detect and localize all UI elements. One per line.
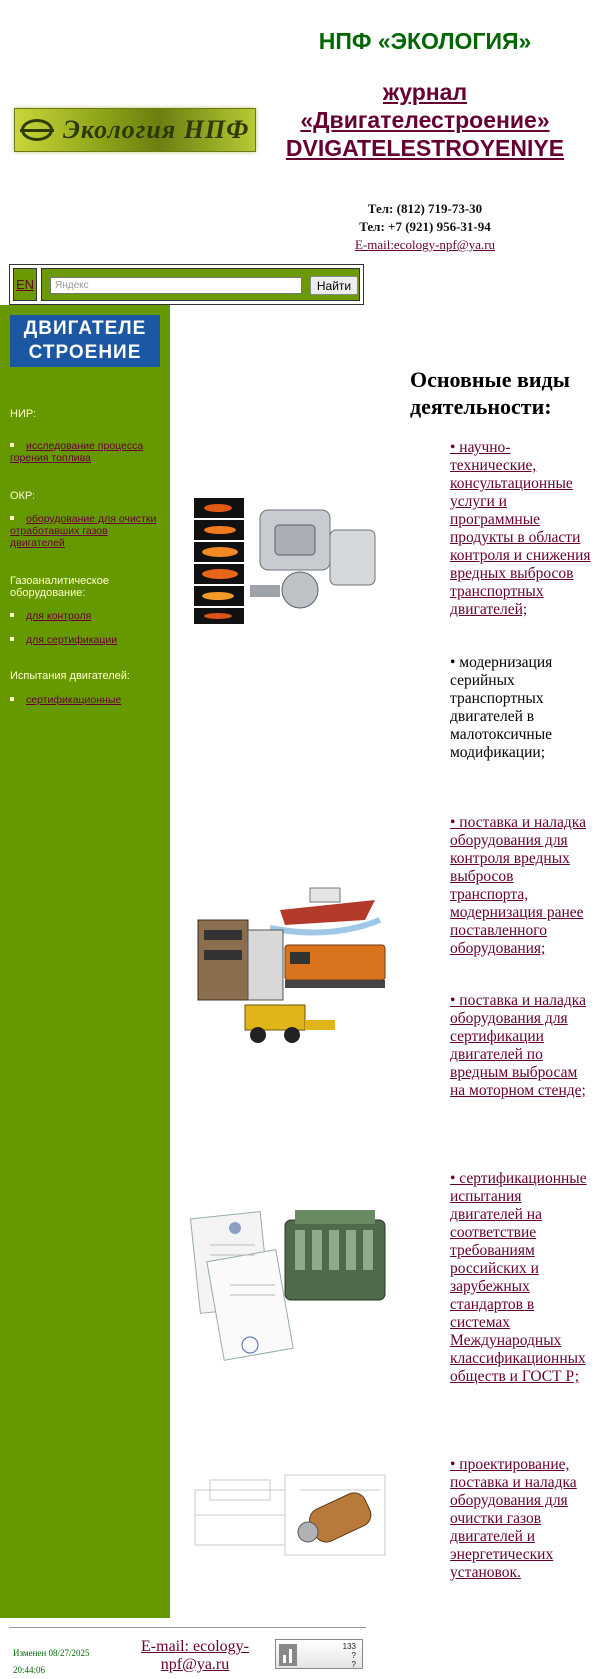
- bullet-icon: [10, 516, 14, 520]
- activity-link[interactable]: • проектирование, поставка и наладка оборудования для очистки газов двигателей и энергетических установок.: [450, 1456, 577, 1581]
- dvig-logo-line-1: ДВИГАТЕЛЕ: [23, 318, 147, 339]
- bullet-icon: [10, 613, 14, 617]
- language-switch: [13, 268, 37, 301]
- bullet-icon: [10, 443, 14, 447]
- ship-engine: [285, 1210, 385, 1300]
- sidebar-item-certification[interactable]: [10, 634, 160, 646]
- dvig-logo-line-2: СТРОЕНИЕ: [28, 342, 142, 363]
- sidebar-heading-gas-analysis: Газоаналитическое оборудование:: [10, 575, 109, 599]
- bullet-icon: [10, 697, 14, 701]
- contacts: [270, 200, 580, 254]
- ship: [270, 888, 380, 933]
- search-input[interactable]: [50, 277, 302, 294]
- modified-time: 20:44:06: [13, 1665, 46, 1675]
- locomotive: [285, 945, 385, 988]
- carburetor: [250, 510, 375, 608]
- footer-divider: [9, 1627, 366, 1628]
- counter-chart-icon: [279, 1644, 297, 1666]
- activity-link[interactable]: • поставка и наладка оборудования для контроля вредных выбросов транспорта, модернизация ранее поставленного оборудования;: [450, 814, 586, 957]
- sidebar-item-control[interactable]: [10, 610, 160, 622]
- ecology-logo: [14, 108, 256, 152]
- logo-eye-icon: [21, 119, 53, 141]
- activity-item-1[interactable]: [450, 439, 595, 619]
- analyzer-rack: [198, 920, 283, 1000]
- flame-frames: [194, 498, 244, 624]
- activity-item-2: • модернизация серийных транспортных двигателей в малотоксичные модификации;: [450, 654, 553, 761]
- activity-link[interactable]: • поставка и наладка оборудования для сертификации двигателей по вредным выбросам на моторном стенде;: [450, 992, 586, 1099]
- sidebar-heading-tests: Испытания двигателей:: [10, 670, 130, 682]
- phone-1: Тел: (812) 719-73-30: [367, 201, 483, 216]
- catalytic-converter: [298, 1489, 375, 1546]
- search-button[interactable]: Найти: [310, 276, 358, 295]
- sidebar-link[interactable]: сертификационные: [26, 694, 122, 706]
- certificates-engine-image: [190, 1200, 390, 1365]
- counter-value-2: ?: [351, 1651, 356, 1660]
- yandex-search: [41, 268, 360, 301]
- header-email-link[interactable]: E-mail:ecology-npf@ya.ru: [354, 237, 496, 252]
- journal-title[interactable]: [270, 78, 580, 162]
- sidebar: [0, 305, 170, 1618]
- company-title: НПФ «ЭКОЛОГИЯ»: [318, 28, 532, 54]
- sidebar-link[interactable]: для контроля: [26, 610, 92, 622]
- sidebar-heading-okr: ОКР:: [10, 490, 36, 502]
- sidebar-item-gas-cleaning[interactable]: [10, 513, 160, 549]
- activity-link[interactable]: • сертификационные испытания двигателей на соответствие требованиям российских и зарубежных стандартов в системах Международных классификационных обществ и ГОСТ Р;: [450, 1170, 587, 1385]
- activity-item-6[interactable]: [450, 1456, 595, 1582]
- sidebar-item-combustion[interactable]: [10, 440, 160, 464]
- sidebar-link[interactable]: исследование процесса горения топлива: [10, 440, 144, 464]
- journal-link-line-3[interactable]: DVIGATELESTROYENIYE: [285, 135, 565, 161]
- gas-cleaning-drawing-image: [190, 1470, 390, 1565]
- main-heading: Основные виды деятельности:: [410, 367, 570, 419]
- logo-text: Экология НПФ: [63, 115, 250, 144]
- last-modified: [13, 1645, 123, 1679]
- visit-counter[interactable]: [275, 1639, 363, 1669]
- activity-link[interactable]: • научно-технические, консультационные услуги и программные продукты в области контроля и снижения вредных выбросов транспортных двигателей;: [450, 439, 591, 618]
- footer-email-link[interactable]: E-mail: ecology-npf@ya.ru: [141, 1638, 249, 1673]
- transport-equipment-image: [190, 880, 390, 1045]
- journal-link-line-1[interactable]: журнал: [382, 79, 468, 105]
- modified-date: Изменен 08/27/2025: [13, 1648, 90, 1658]
- english-link[interactable]: EN: [15, 277, 35, 292]
- sidebar-heading-nir: НИР:: [10, 408, 37, 420]
- activity-item-4[interactable]: [450, 992, 595, 1100]
- sidebar-item-cert-tests[interactable]: [10, 694, 160, 706]
- loader: [245, 1005, 335, 1043]
- journal-link-line-2[interactable]: «Двигателестроение»: [300, 107, 550, 133]
- combustion-carburetor-image: [190, 490, 390, 625]
- phone-2: Тел: +7 (921) 956-31-94: [359, 219, 491, 234]
- bullet-icon: [10, 637, 14, 641]
- dvigatelestroenie-logo[interactable]: [10, 315, 160, 367]
- sidebar-link[interactable]: оборудование для очистки отработавших газов двигателей: [10, 513, 157, 549]
- certificates: [190, 1212, 293, 1361]
- footer-email[interactable]: [135, 1638, 255, 1674]
- activity-item-3[interactable]: [450, 814, 595, 958]
- activity-item-5[interactable]: [450, 1170, 595, 1386]
- counter-value-3: ?: [351, 1660, 356, 1669]
- search-bar: [9, 264, 364, 305]
- counter-value-1: 133: [342, 1642, 356, 1651]
- sidebar-link[interactable]: для сертификации: [26, 634, 118, 646]
